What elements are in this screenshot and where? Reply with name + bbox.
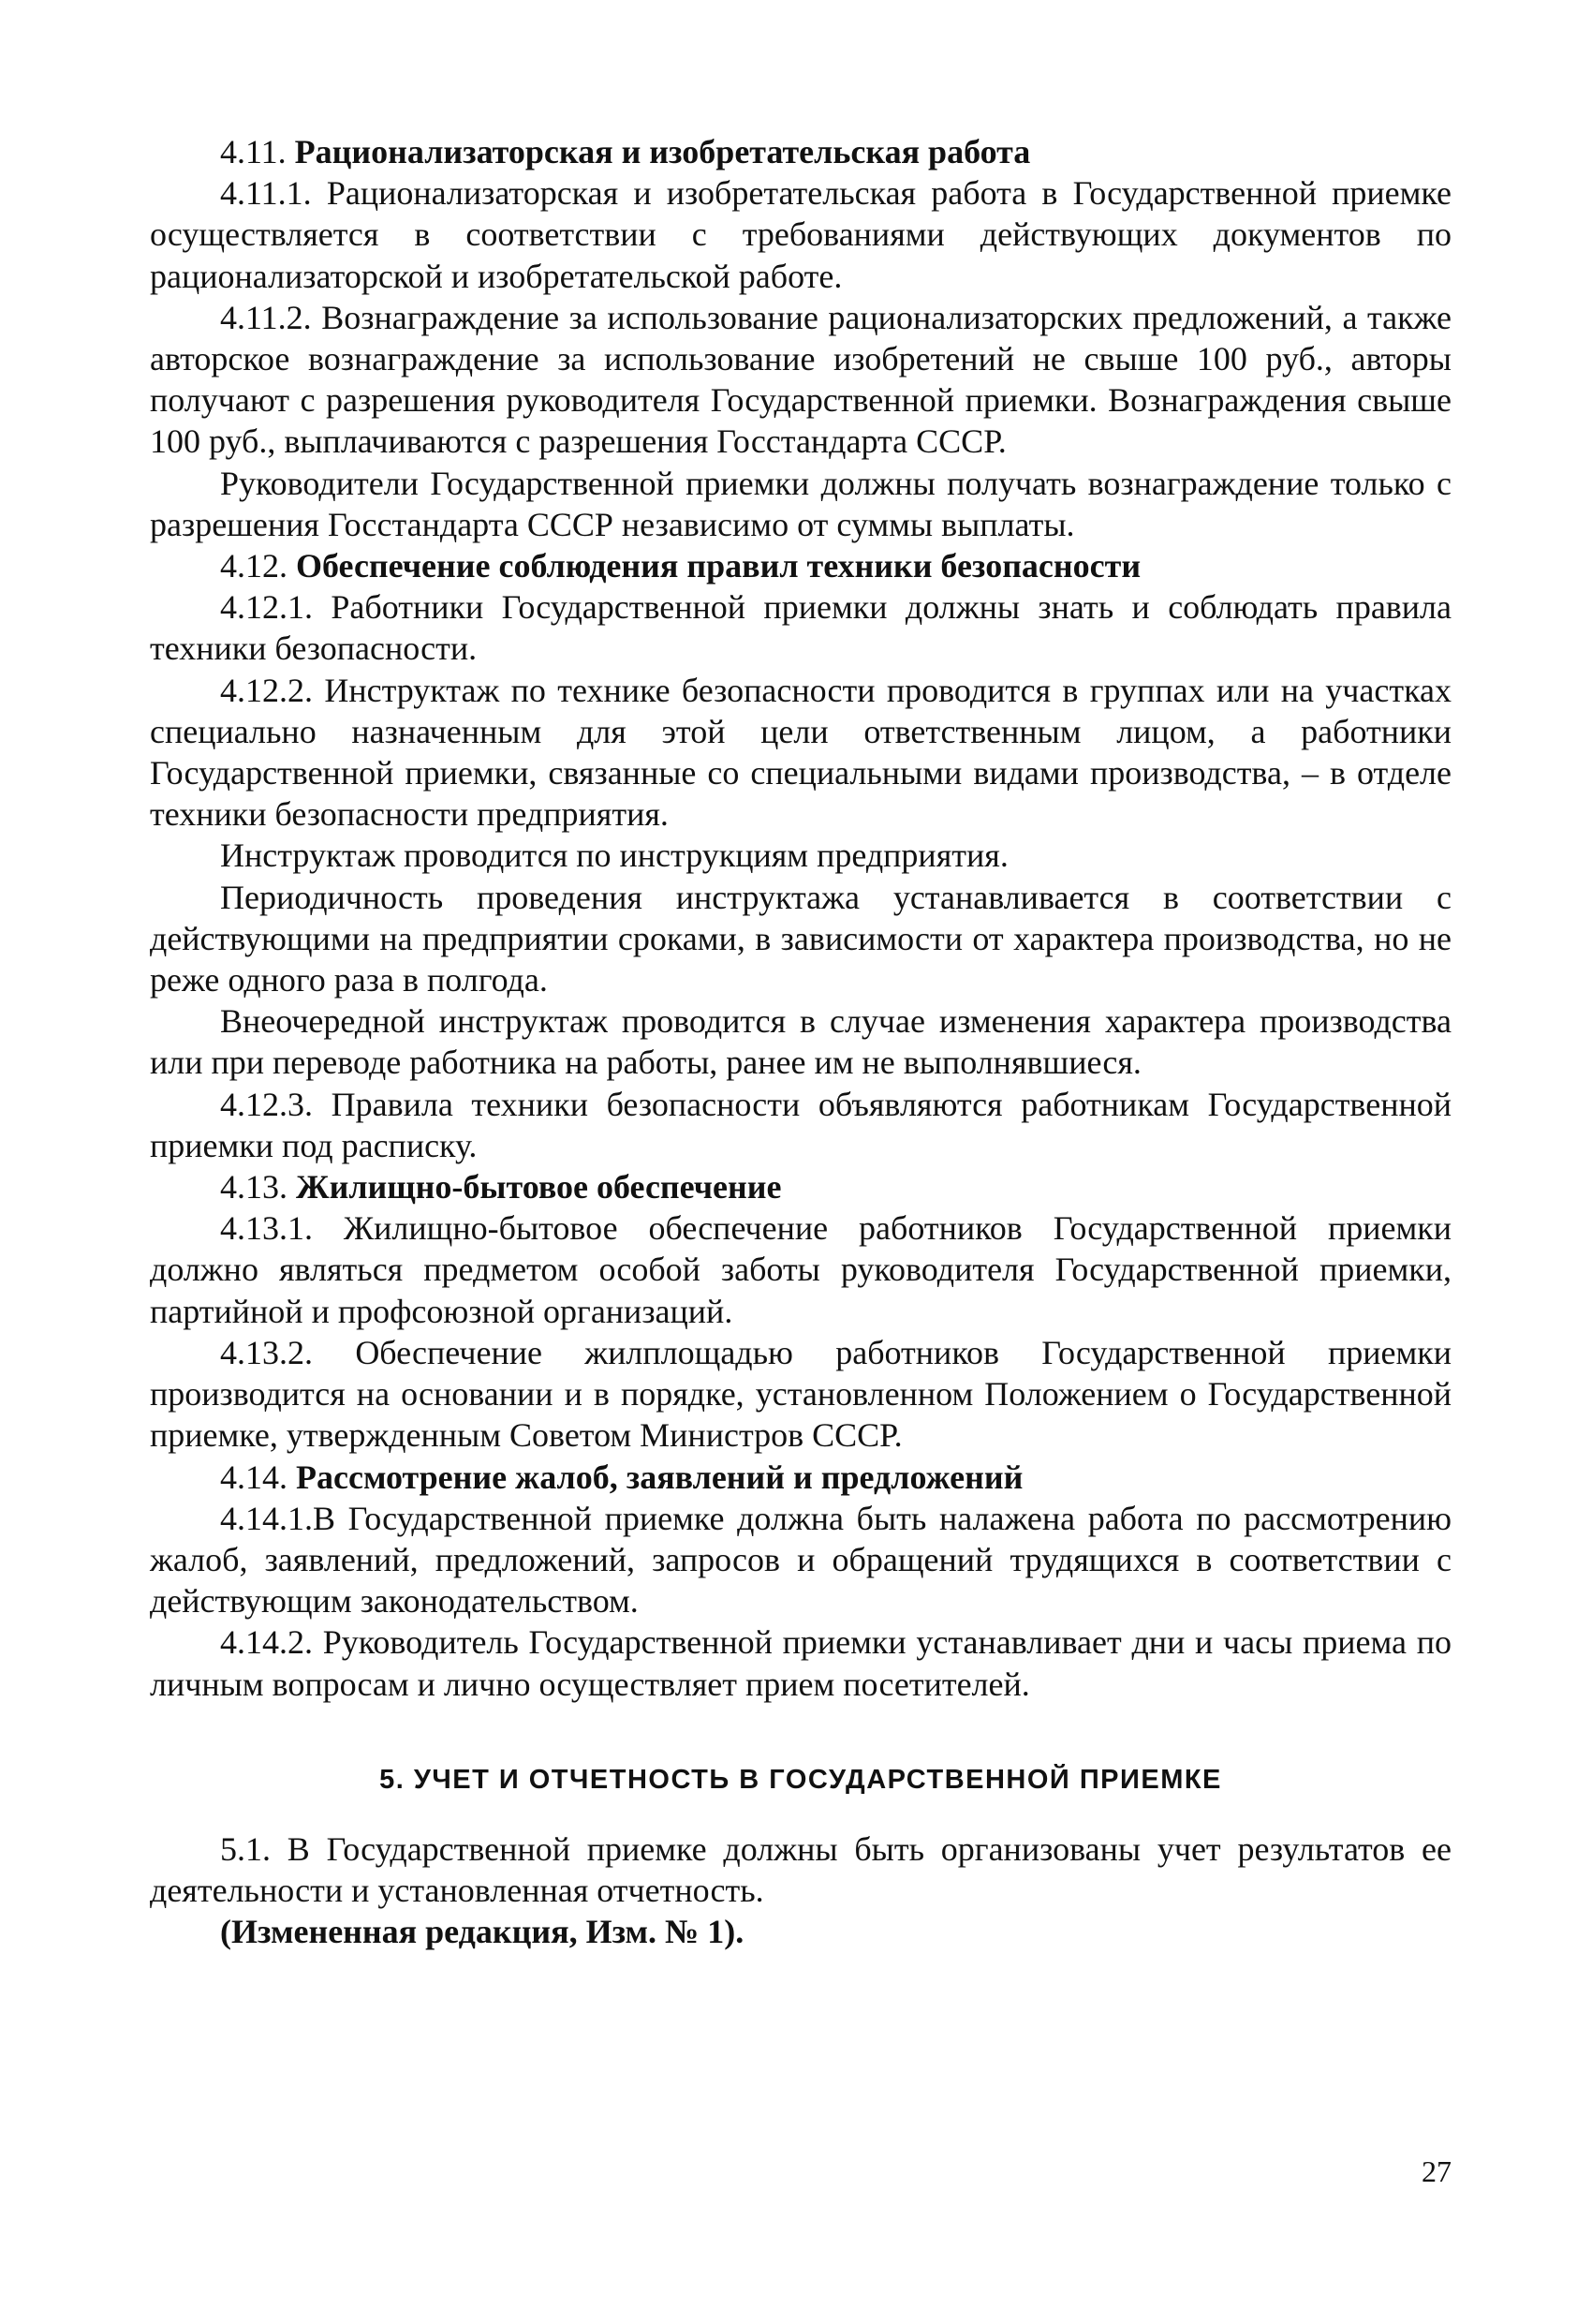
paragraph-4-11-2: 4.11.2. Вознаграждение за использование рационализаторских предложений, а также авторское вознаграждение за использование изобретений не свыше 100 руб., авторы получают с разрешения руководителя Государственной приемки. Вознаграждения свыше 100 руб., выплачиваются с разрешения Госстандарта СССР. xyxy=(150,298,1452,461)
section-title: Рационализаторская и изобретательская работа xyxy=(294,133,1031,170)
document-page xyxy=(150,131,1452,1953)
section-title: Рассмотрение жалоб, заявлений и предложений xyxy=(296,1458,1024,1496)
paragraph-4-12-1: 4.12.1. Работники Государственной приемки должны знать и соблюдать правила техники безопасности. xyxy=(150,588,1452,668)
paragraph-4-12-extraordinary: Внеочередной инструктаж проводится в случае изменения характера производства или при переводе работника на работы, ранее им не выполнявшиеся. xyxy=(150,1002,1452,1082)
section-title: Обеспечение соблюдения правил техники безопасности xyxy=(296,547,1142,585)
paragraph-4-14-2: 4.14.2. Руководитель Государственной приемки устанавливает дни и часы приема по личным вопросам и лично осуществляет прием посетителей. xyxy=(150,1623,1452,1703)
paragraph-4-12-3: 4.12.3. Правила техники безопасности объявляются работникам Государственной приемки под расписку. xyxy=(150,1085,1452,1164)
page-number: 27 xyxy=(1422,2154,1452,2188)
paragraph-4-13-2: 4.13.2. Обеспечение жилплощадью работников Государственной приемки производится на основании и в порядке, установленном Положением о Государственной приемке, утвержденным Советом Министров СССР. xyxy=(150,1333,1452,1455)
paragraph-4-11-1: 4.11.1. Рационализаторская и изобретательская работа в Государственной приемке осуществляется в соответствии с требованиями действующих документов по рационализаторской и изобретательской работе. xyxy=(150,174,1452,295)
section-heading-4-13 xyxy=(150,1166,1452,1207)
paragraph-5-1: 5.1. В Государственной приемке должны быть организованы учет результатов ее деятельности и установленная отчетность. xyxy=(150,1829,1452,1910)
paragraph-4-14-1: 4.14.1.В Государственной приемке должна быть налажена работа по рассмотрению жалоб, заявлений, предложений, запросов и обращений трудящихся в соответствии с действующим законодательством. xyxy=(150,1499,1452,1621)
section-number: 4.14. xyxy=(220,1458,287,1496)
section-title: Жилищно-бытовое обеспечение xyxy=(296,1168,782,1206)
section-number: 4.13. xyxy=(220,1168,287,1206)
paragraph-4-11-note: Руководители Государственной приемки должны получать вознаграждение только с разрешения Госстандарта СССР независимо от суммы выплаты. xyxy=(150,464,1452,543)
amendment-note: (Измененная редакция, Изм. № 1). xyxy=(220,1913,744,1951)
section-heading-4-12 xyxy=(150,545,1452,586)
section-number: 4.11. xyxy=(220,133,287,170)
section-heading-4-11 xyxy=(150,131,1452,172)
paragraph-4-12-instructions: Инструктаж проводится по инструкциям предприятия. xyxy=(220,836,1009,875)
paragraph-4-13-1: 4.13.1. Жилищно-бытовое обеспечение работников Государственной приемки должно являться предметом особой заботы руководителя Государственной приемки, партийной и профсоюзной организаций. xyxy=(150,1209,1452,1330)
paragraph-4-12-2: 4.12.2. Инструктаж по технике безопасности проводится в группах или на участках специально назначенным для этой цели ответственным лицом, а работники Государственной приемки, связанные со специальными видами производства, – в отделе техники безопасности предприятия. xyxy=(150,671,1452,834)
section-number: 4.12. xyxy=(220,547,287,585)
chapter-title-5: 5. УЧЕТ И ОТЧЕТНОСТЬ В ГОСУДАРСТВЕННОЙ ПРИЕМКЕ xyxy=(379,1764,1222,1795)
section-heading-4-14 xyxy=(150,1457,1452,1498)
paragraph-4-12-periodicity: Периодичность проведения инструктажа устанавливается в соответствии с действующими на предприятии сроками, в зависимости от характера производства, но не реже одного раза в полгода. xyxy=(150,878,1452,999)
